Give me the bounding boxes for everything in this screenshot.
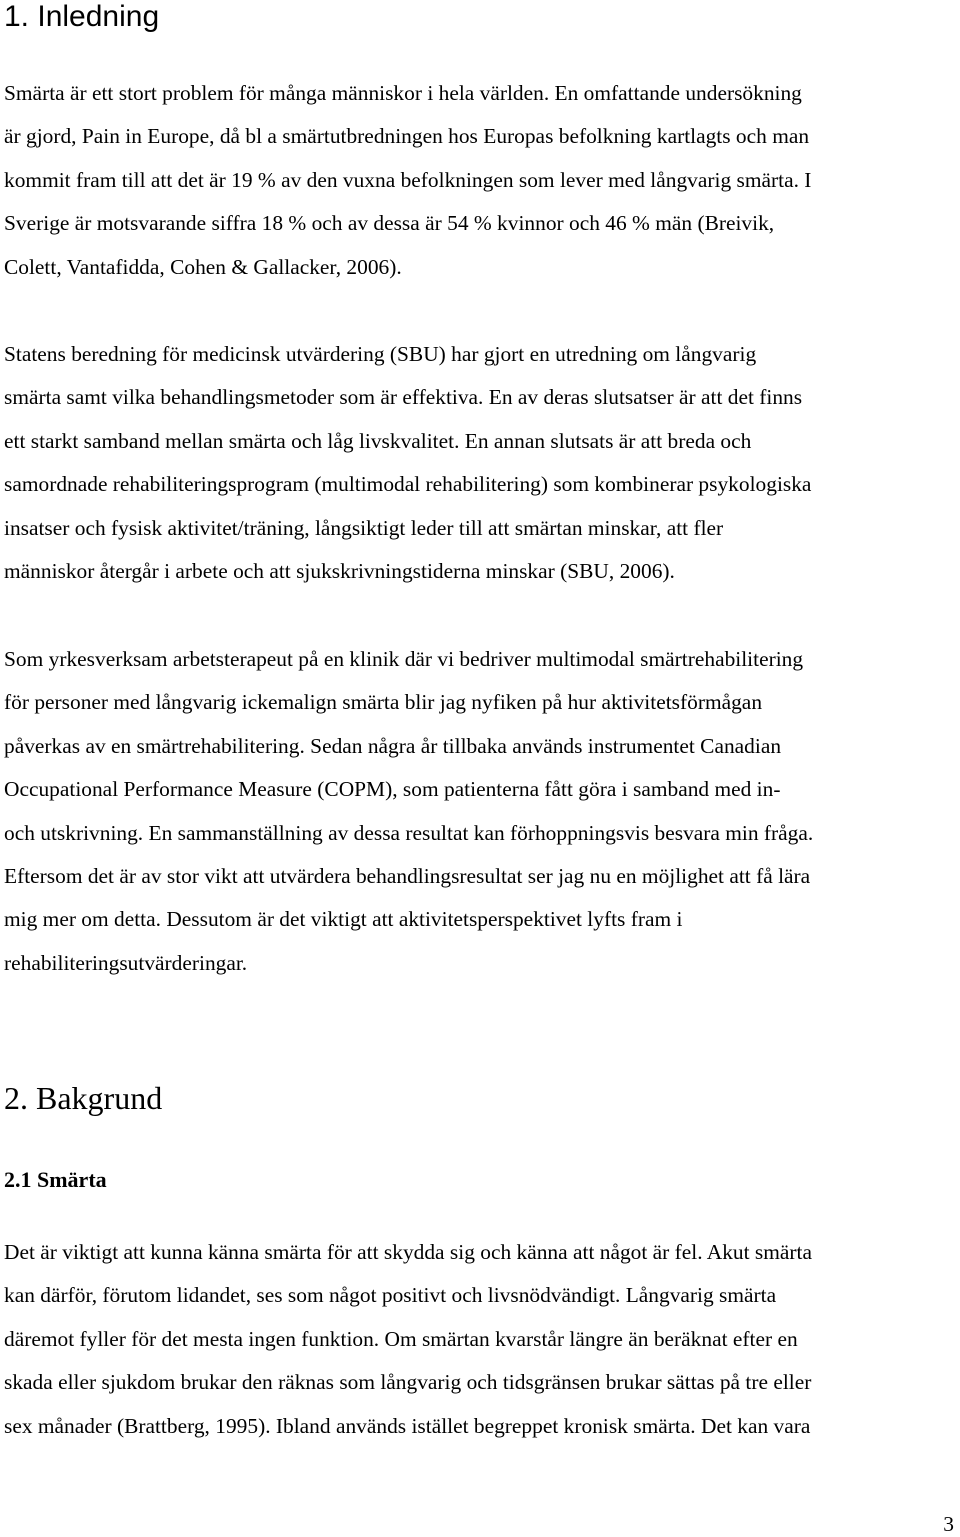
- text-line: kommit fram till att det är 19 % av den vuxna befolkningen som lever med långvarig smärta. I: [4, 167, 812, 192]
- heading-bakgrund: 2. Bakgrund: [4, 1080, 163, 1116]
- text-line: däremot fyller för det mesta ingen funktion. Om smärtan kvarstår längre än beräknat efter en: [4, 1326, 798, 1351]
- text-line: smärta samt vilka behandlingsmetoder som är effektiva. En av deras slutsatser är att det finns: [4, 385, 803, 410]
- text-line: skada eller sjukdom brukar den räknas som långvarig och tidsgränsen brukar sättas på tre eller: [4, 1370, 812, 1395]
- text-line: samordnade rehabiliteringsprogram (multimodal rehabilitering) som kombinerar psykologiska: [4, 472, 812, 497]
- text-line: påverkas av en smärtrehabilitering. Sedan några år tillbaka används instrumentet Canadian: [4, 733, 782, 758]
- text-line: Smärta är ett stort problem för många människor i hela världen. En omfattande undersökning: [4, 81, 802, 105]
- text-line: och utskrivning. En sammanställning av dessa resultat kan förhoppningsvis besvara min fråga.: [4, 820, 814, 845]
- paragraph-motivation: [4, 638, 960, 985]
- text-line: är gjord, Pain in Europe, då bl a smärtutbredningen hos Europas befolkning kartlagts och man: [4, 124, 810, 149]
- text-line: Statens beredning för medicinsk utvärdering (SBU) har gjort en utredning om långvarig: [4, 342, 757, 366]
- text-line: Sverige är motsvarande siffra 18 % och av dessa är 54 % kvinnor och 46 % män (Breivik,: [4, 211, 775, 236]
- text-line: Som yrkesverksam arbetsterapeut på en klinik där vi bedriver multimodal smärtrehabilitering: [4, 647, 804, 671]
- text-line: Occupational Performance Measure (COPM), som patienterna fått göra i samband med in-: [4, 777, 781, 802]
- text-line: människor återgår i arbete och att sjukskrivningstiderna minskar (SBU, 2006).: [4, 558, 675, 583]
- paragraph-smarta: [4, 1231, 960, 1448]
- text-line: mig mer om detta. Dessutom är det viktigt att aktivitetsperspektivet lyfts fram i: [4, 907, 683, 932]
- text-line: Det är viktigt att kunna känna smärta för att skydda sig och känna att något är fel. Akut smärta: [4, 1240, 812, 1264]
- text-line: insatser och fysisk aktivitet/träning, långsiktigt leder till att smärtan minskar, att fler: [4, 515, 724, 540]
- text-line: ett starkt samband mellan smärta och låg livskvalitet. En annan slutsats är att breda och: [4, 428, 752, 453]
- subheading-smarta: 2.1 Smärta: [4, 1167, 107, 1192]
- text-line: Colett, Vantafidda, Cohen & Gallacker, 2006).: [4, 254, 402, 279]
- paragraph-intro: [4, 72, 960, 289]
- text-line: rehabiliteringsutvärderingar.: [4, 950, 248, 975]
- paragraph-sbu: [4, 333, 960, 593]
- text-line: kan därför, förutom lidandet, ses som något positivt och livsnödvändigt. Långvarig smärta: [4, 1283, 777, 1308]
- text-line: sex månader (Brattberg, 1995). Ibland används istället begreppet kronisk smärta. Det kan vara: [4, 1413, 811, 1438]
- page-number: 3: [943, 1512, 954, 1536]
- heading-inledning: 1. Inledning: [4, 0, 160, 33]
- text-line: för personer med långvarig ickemalign smärta blir jag nyfiken på hur aktivitetsförmågan: [4, 690, 763, 715]
- text-line: Eftersom det är av stor vikt att utvärdera behandlingsresultat ser jag nu en möjlighet att få lära: [4, 863, 811, 888]
